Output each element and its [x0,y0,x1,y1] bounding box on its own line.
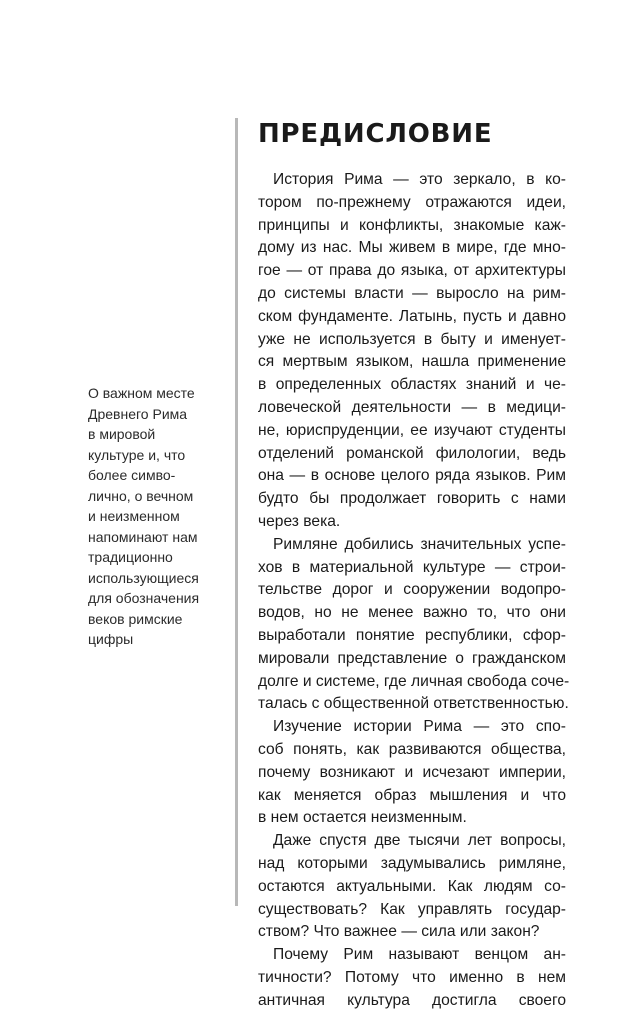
sidebar-note-line: напоминают нам [88,528,198,545]
sidebar-note-line: традиционно [88,549,173,565]
paragraph-line: через века. [258,512,341,530]
paragraph-line: почему возникают и исчезают империи, [258,763,566,781]
sidebar-note-line: веков римские [88,610,183,627]
paragraph [258,830,566,944]
sidebar-note-line: и неизменном [88,508,180,524]
paragraph-line: История Рима — это зеркало, в ко- [273,171,566,188]
sidebar-note [88,383,230,650]
sidebar-note-line: цифры [88,631,134,647]
paragraph-line: отделений романской филологии, ведь [258,444,566,462]
paragraph-line: хов в материальной культуре — строи- [258,558,566,576]
sidebar-note-line: О важном месте [88,385,195,401]
paragraph-line: до системы власти — выросло на рим- [258,284,566,302]
paragraph-line: гое — от права до языка, от архитектуры [258,262,566,280]
paragraph-line: Изучение истории Рима — это спо- [273,718,566,736]
paragraph [258,169,566,534]
paragraph-line: в определенных областях знаний и че- [258,376,566,394]
paragraph-line: будто бы продолжает говорить с нами [258,490,566,508]
paragraph [258,716,566,830]
paragraph-line: мировали представление о гражданском [258,649,566,667]
paragraph-line: ся мертвым языком, нашла применение [258,353,566,371]
sidebar-note-line: культуре и, что [88,446,186,463]
preface-body [258,169,570,1012]
paragraph-line: уже не используется в быту и именует- [258,330,566,348]
paragraph-line: остаются актуальными. Как людям со- [258,877,566,895]
paragraph-line: долге и системе, где личная свобода соче- [258,672,570,690]
paragraph-line: талась с общественной ответственностью. [258,695,569,713]
paragraph-line: Даже спустя две тысячи лет вопросы, [273,832,566,850]
page-title: ПРЕДИСЛОВИЕ [258,119,493,149]
paragraph [258,944,566,1012]
paragraph-line: ством? Что важнее — сила или закон? [258,923,540,941]
paragraph-line: не, юриспруденции, ее изучают студенты [258,421,566,439]
paragraph-line: Почему Рим называют венцом ан- [273,946,566,964]
paragraph-line: соб понять, как развиваются общества, [258,740,566,758]
paragraph-line: выработали понятие республики, сфор- [258,626,566,644]
paragraph-line: принципы и конфликты, знакомые каж- [258,216,566,234]
paragraph-line: ском фундаменте. Латынь, пусть и давно [258,307,566,325]
vertical-divider-rule [235,118,238,906]
paragraph-line: тельстве дорог и сооружении водопро- [258,581,566,599]
sidebar-note-line: в мировой [88,426,156,442]
paragraph-line: она — в основе целого ряда языков. Рим [258,467,566,485]
sidebar-note-line: использующиеся [88,569,199,586]
sidebar-note-line: для обозначения [88,590,200,606]
paragraph-line: существовать? Как управлять государ- [258,900,566,918]
sidebar-note-line: лично, о вечном [88,487,194,504]
paragraph-line: над которыми задумывались римляне, [258,854,566,872]
paragraph-line: тором по-прежнему отражаются идеи, [258,193,566,211]
paragraph-line: как меняется образ мышления и что [258,786,566,804]
paragraph [258,534,570,716]
paragraph-line: в нем остается неизменным. [258,809,467,827]
paragraph-line: водов, но не менее важно то, что они [258,604,566,622]
sidebar-note-line: Древнего Рима [88,405,188,422]
paragraph-line: Римляне добились значительных успе- [273,535,566,553]
paragraph-line: античная культура достигла своего [258,991,566,1009]
sidebar-note-line: более симво- [88,467,176,483]
paragraph-line: ловеческой деятельности — в медици- [258,398,566,416]
paragraph-line: дому из нас. Мы живем в мире, где мно- [258,239,566,257]
paragraph-line: тичности? Потому что именно в нем [258,968,566,986]
